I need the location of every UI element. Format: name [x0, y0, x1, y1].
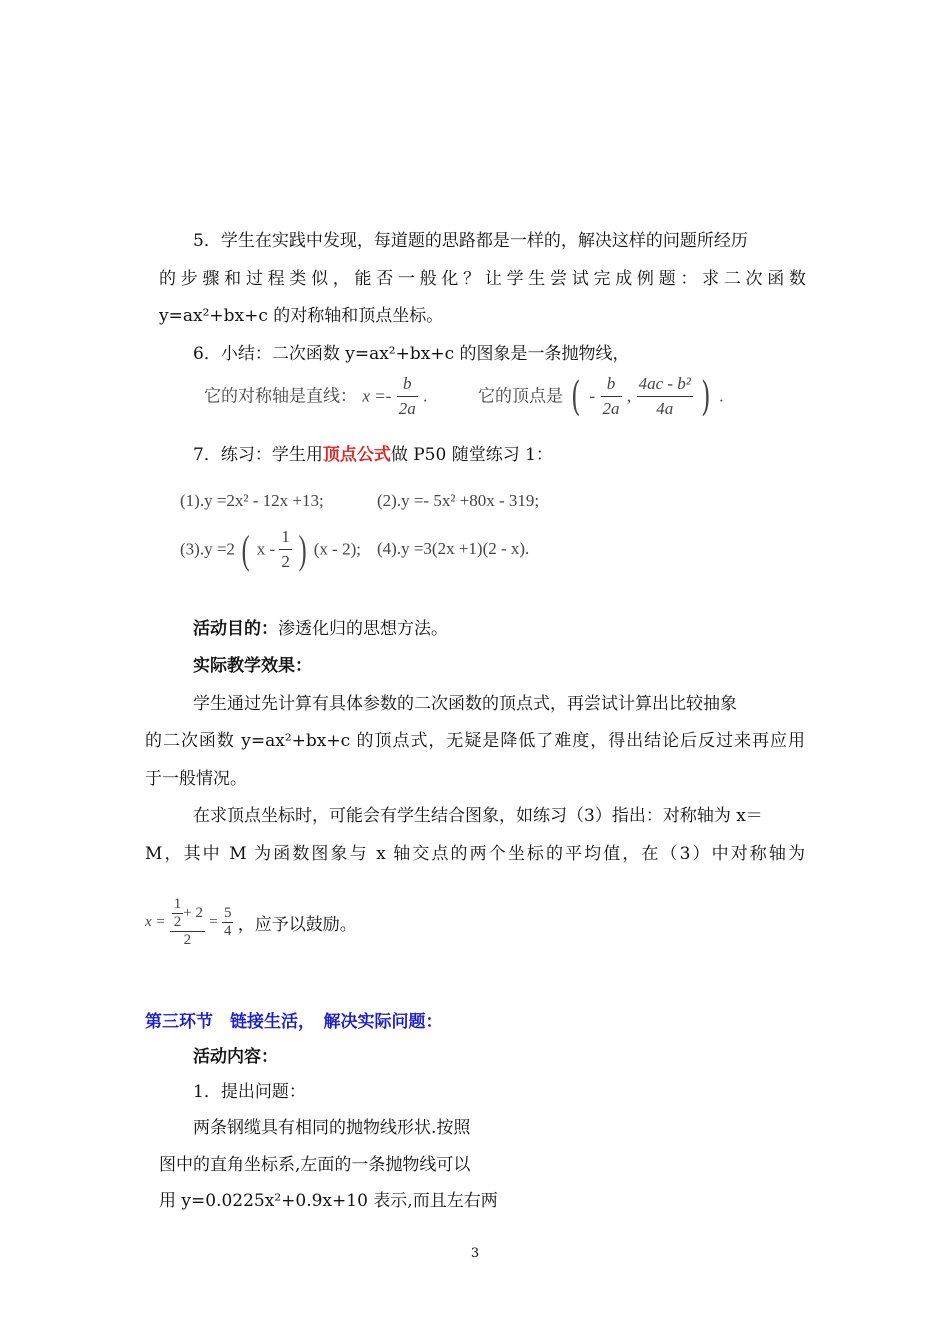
vertex-y-denominator: 4a — [637, 396, 693, 421]
left-paren-icon: ( — [241, 526, 250, 572]
effect-para2-line1: 在求顶点坐标时，可能会有学生结合图象，如练习（3）指出：对称轴为 x＝ — [193, 806, 763, 826]
axis-fraction-denominator: 2a — [397, 396, 418, 421]
exercise-3-prefix: (3).y =2 — [180, 539, 235, 559]
section3-line1: 两条钢缆具有相同的抛物线形状.按照 — [193, 1118, 471, 1138]
right-paren-icon: ) — [701, 373, 711, 420]
p5-line3: y=ax²+bx+c 的对称轴和顶点坐标。 — [159, 306, 444, 326]
section3-heading: 第三环节 链接生活， 解决实际问题： — [145, 1012, 443, 1032]
p7-prefix: 7．练习：学生用 — [193, 445, 323, 465]
goal-line — [193, 617, 448, 641]
exercise-3-post: (x - 2); — [313, 539, 361, 559]
p7-highlight: 顶点公式 — [322, 445, 391, 465]
vertex-end: . — [719, 386, 724, 406]
exercise-3-x: x - — [256, 539, 276, 559]
section3-content-label: 活动内容： — [193, 1047, 278, 1067]
formula-result-fraction — [222, 905, 234, 940]
formula-main-fraction — [170, 896, 205, 949]
axis-lhs: x =- — [362, 386, 392, 406]
p7-suffix: 做 P50 随堂练习 1： — [390, 445, 553, 465]
vertex-y-numerator: 4ac - b² — [638, 374, 691, 393]
section3-item1: 1．提出问题： — [193, 1082, 306, 1102]
vertex-comma: , — [626, 386, 632, 406]
exercise-3-denominator: 2 — [279, 549, 292, 574]
formula-inner-numerator: 1 — [173, 896, 182, 912]
axis-formula — [204, 372, 427, 422]
axis-average-formula — [145, 896, 357, 966]
right-paren-icon: ) — [298, 526, 307, 572]
axis-fraction — [397, 372, 418, 421]
axis-end: . — [423, 386, 428, 406]
formula-eq: = — [209, 914, 218, 930]
effect-para2-line2: M，其中 M 为函数图象与 x 轴交点的两个坐标的平均值，在（3）中对称轴为 — [145, 844, 805, 864]
left-paren-icon: ( — [571, 373, 581, 420]
axis-fraction-numerator: b — [403, 374, 412, 393]
exercise-1: (1).y =2x² - 12x +13; — [180, 491, 324, 510]
p5-line1: 5．学生在实践中发现，每道题的思路都是一样的，解决这样的问题所经历 — [193, 231, 748, 251]
formula-result-denominator: 4 — [223, 923, 232, 939]
page-number: 3 — [470, 1246, 480, 1261]
vertex-x-numerator: b — [606, 374, 616, 393]
section3-line3: 用 y=0.0225x²+0.9x+10 表示,而且左右两 — [159, 1191, 498, 1211]
exercise-3-numerator: 1 — [281, 527, 290, 546]
p6-summary: 6．小结：二次函数 y=ax²+bx+c 的图象是一条抛物线， — [193, 344, 630, 364]
goal-label: 活动目的： — [193, 619, 278, 639]
effect-para1-line3: 于一般情况。 — [145, 769, 247, 789]
vertex-y-fraction — [637, 372, 693, 421]
effect-para1-line2: 的二次函数 y=ax²+bx+c 的顶点式，无疑是降低了难度，得出结论后反过来再应用 — [145, 731, 805, 751]
vertex-formula — [478, 372, 724, 422]
vertex-minus: - — [589, 386, 596, 406]
formula-tail: ，应予以鼓励。 — [237, 915, 357, 935]
vertex-label: 它的顶点是 — [478, 386, 563, 407]
formula-plus2: + 2 — [183, 905, 203, 921]
formula-main-numerator — [170, 896, 205, 931]
goal-text: 渗透化归的思想方法。 — [278, 619, 448, 639]
p5-line2: 的步骤和过程类似，能否一般化？让学生尝试完成例题：求二次函数 — [159, 269, 806, 289]
exercise-3-fraction — [279, 525, 292, 574]
vertex-x-denominator: 2a — [601, 396, 622, 421]
axis-label: 它的对称轴是直线： — [204, 386, 357, 407]
exercise-3 — [180, 525, 361, 575]
formula-inner-fraction — [172, 896, 184, 931]
formula-inner-denominator: 2 — [173, 914, 182, 930]
formula-result-numerator: 5 — [223, 905, 232, 921]
effect-para1-line1: 学生通过先计算有具体参数的二次函数的顶点式，再尝试计算出比较抽象 — [193, 694, 737, 714]
formula-main-denominator: 2 — [170, 931, 205, 949]
exercise-2: (2).y =- 5x² +80x - 319; — [377, 491, 540, 510]
exercise-4: (4).y =3(2x +1)(2 - x). — [377, 539, 530, 558]
section3-line2: 图中的直角坐标系,左面的一条抛物线可以 — [159, 1155, 471, 1175]
effect-label: 实际教学效果： — [193, 656, 312, 676]
p7-line — [193, 443, 553, 467]
vertex-x-fraction — [601, 372, 622, 421]
formula-lhs: x = — [145, 914, 166, 930]
